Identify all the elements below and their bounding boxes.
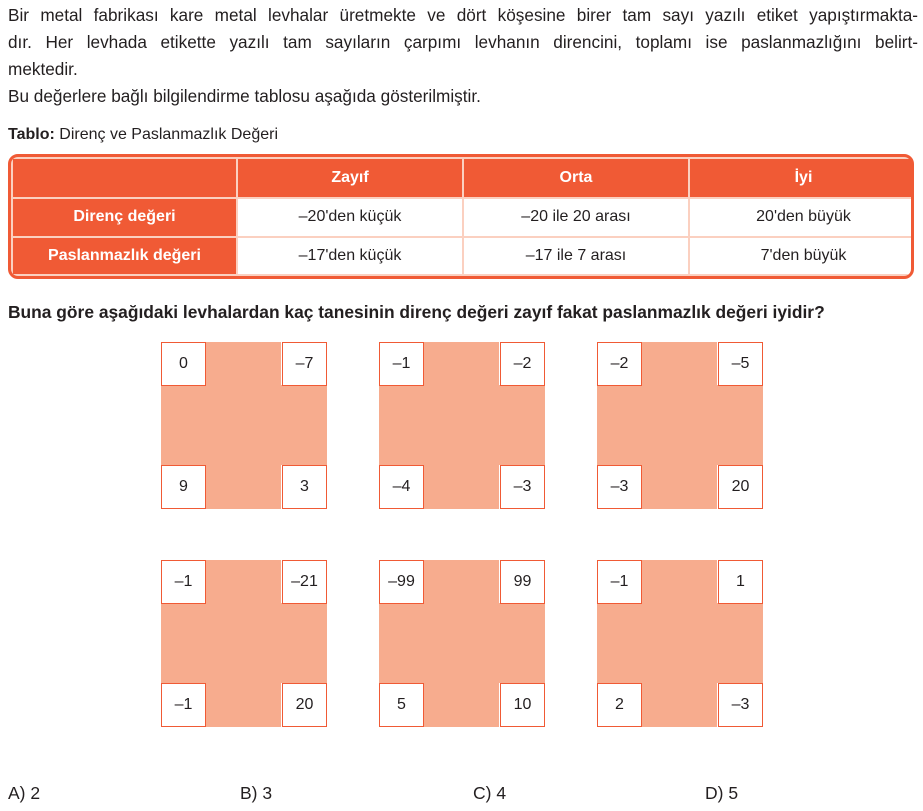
corner-label: 10	[500, 683, 545, 727]
table-row	[12, 237, 914, 276]
corner-label: –99	[379, 560, 424, 604]
plate-body	[597, 603, 763, 683]
corner-label: –2	[500, 342, 545, 386]
table-header-orta: Orta	[463, 158, 689, 198]
table-cell: 20'den büyük	[689, 198, 914, 237]
question-text: Buna göre aşağıdaki levhalardan kaç tanesinin direnç değeri zayıf fakat paslanmazlık değeri iyidir?	[8, 302, 825, 322]
table-cell: –20'den küçük	[237, 198, 463, 237]
metal-plate-5	[379, 560, 545, 727]
corner-label: 1	[718, 560, 763, 604]
metal-plate-4	[161, 560, 327, 727]
intro-line-1: Bir metal fabrikası kare metal levhalar üretmekte ve dört köşesine birer tam sayı yazılı etiket yapıştırmakta-	[8, 5, 918, 25]
row-label-direnc: Direnç değeri	[12, 198, 237, 237]
plate-body	[379, 385, 545, 465]
table-header-zayif: Zayıf	[237, 158, 463, 198]
corner-label: 5	[379, 683, 424, 727]
corner-label: –21	[282, 560, 327, 604]
answer-options	[8, 783, 918, 807]
corner-label: –1	[379, 342, 424, 386]
option-a[interactable]: A) 2	[8, 783, 41, 803]
plate-body	[597, 385, 763, 465]
table-cell: –17'den küçük	[237, 237, 463, 276]
table-cell: –17 ile 7 arası	[463, 237, 689, 276]
info-table-frame	[8, 154, 914, 279]
plate-body	[379, 603, 545, 683]
corner-label: –2	[597, 342, 642, 386]
corner-label: –5	[718, 342, 763, 386]
option-d[interactable]: D) 5	[705, 783, 739, 803]
corner-label: –1	[597, 560, 642, 604]
table-cell: 7'den büyük	[689, 237, 914, 276]
intro-line-3: mektedir.	[8, 59, 78, 79]
metal-plate-1	[161, 342, 327, 509]
table-header-iyi: İyi	[689, 158, 914, 198]
corner-label: 2	[597, 683, 642, 727]
corner-label: –7	[282, 342, 327, 386]
metal-plate-2	[379, 342, 545, 509]
corner-label: –3	[500, 465, 545, 509]
option-b[interactable]: B) 3	[240, 783, 273, 803]
corner-label: –3	[718, 683, 763, 727]
info-table	[11, 157, 914, 276]
corner-label: 0	[161, 342, 206, 386]
table-caption	[8, 125, 278, 145]
option-c[interactable]: C) 4	[473, 783, 507, 803]
intro-line-4: Bu değerlere bağlı bilgilendirme tablosu aşağıda gösterilmiştir.	[8, 86, 481, 106]
plate-body	[161, 603, 327, 683]
metal-plate-3	[597, 342, 763, 509]
table-caption-label: Tablo:	[8, 126, 55, 143]
table-header-row	[12, 158, 914, 198]
corner-label: –4	[379, 465, 424, 509]
corner-label: 3	[282, 465, 327, 509]
corner-label: –1	[161, 560, 206, 604]
corner-label: 9	[161, 465, 206, 509]
table-row	[12, 198, 914, 237]
corner-label: –3	[597, 465, 642, 509]
metal-plate-6	[597, 560, 763, 727]
corner-label: 20	[282, 683, 327, 727]
plate-body	[161, 385, 327, 465]
table-caption-text: Direnç ve Paslanmazlık Değeri	[54, 126, 279, 143]
problem-intro	[8, 2, 918, 110]
table-header-corner	[12, 158, 237, 198]
corner-label: 99	[500, 560, 545, 604]
row-label-paslanmazlik: Paslanmazlık değeri	[12, 237, 237, 276]
corner-label: 20	[718, 465, 763, 509]
intro-line-2: dır. Her levhada etikette yazılı tam sayıların çarpımı levhanın direncini, toplamı ise paslanmazlığını belirt-	[8, 32, 918, 52]
corner-label: –1	[161, 683, 206, 727]
table-cell: –20 ile 20 arası	[463, 198, 689, 237]
